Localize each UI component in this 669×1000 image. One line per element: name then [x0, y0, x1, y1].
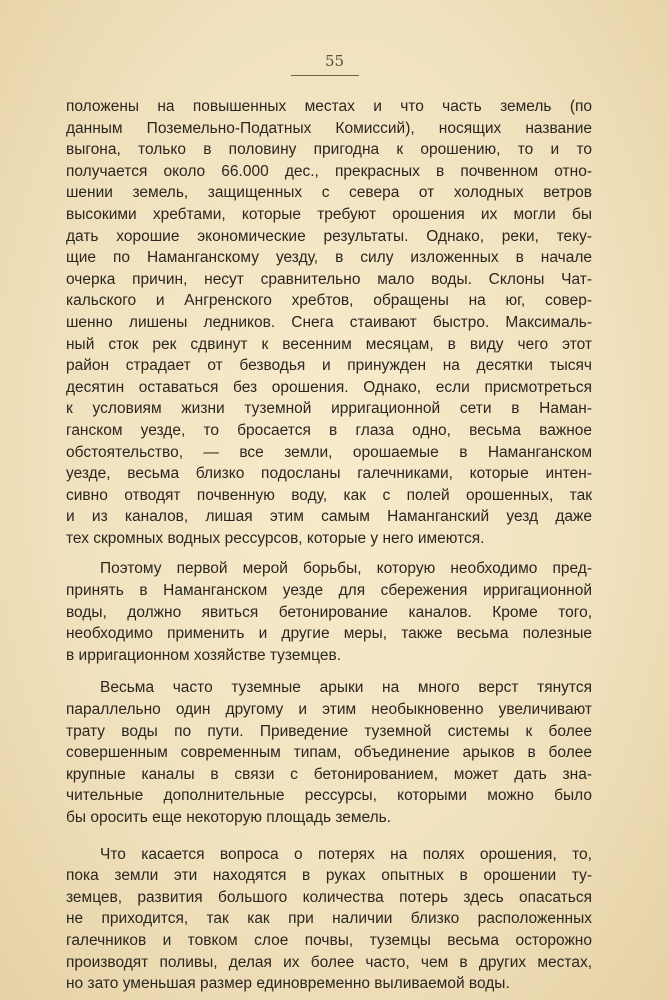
- text-line: крупные каналы в связи с бетонированием, может дать зна-: [66, 765, 592, 783]
- text-line: положены на повышенных местах и что часть земель (по: [66, 98, 592, 115]
- page-body: [66, 96, 592, 995]
- text-line: необходимо применить и другие меры, также весьма полезные: [66, 625, 592, 643]
- page-number-rule: [291, 75, 359, 76]
- text-line: не приходится, так как при наличии близко расположенных: [66, 910, 592, 928]
- text-line: к условиям жизни туземной ирригационной сети в Наман-: [66, 400, 592, 418]
- text-line: но зато уменьшая размер единовременно выливаемой воды.: [66, 975, 510, 993]
- text-line: получается около 66.000 дес., прекрасных в почвенном отно-: [66, 162, 592, 180]
- text-line: пока земли эти находятся в руках опытных в орошении ту-: [66, 867, 592, 885]
- text-line: галечников и товком слое почвы, туземцы весьма осторожно: [66, 931, 592, 949]
- text-line: Весьма часто туземные арыки на много верст тянутся: [100, 679, 592, 697]
- text-line: обстоятельство, — все земли, орошаемые в Наманганском: [66, 443, 592, 461]
- text-line: десятин оставаться без орошения. Однако, если присмотреться: [66, 378, 592, 396]
- text-line: уезде, весьма близко подосланы галечниками, которые интен-: [66, 465, 592, 483]
- text-line: высокими хребтами, которые требуют орошения их могли бы: [66, 205, 592, 223]
- text-line: шении земель, защищенных с севера от холодных ветров: [66, 184, 592, 202]
- text-line: производят поливы, делая их более часто, чем в других местах,: [66, 953, 592, 971]
- paragraph-3: [66, 677, 592, 828]
- page-number: 55: [324, 52, 345, 70]
- text-line: Поэтому первой мерой борьбы, которую необходимо пред-: [100, 560, 592, 578]
- text-line: чительные дополнительные рессурсы, которыми можно было: [66, 787, 592, 805]
- text-line: совершенным современным типам, объединение арыков в более: [66, 744, 592, 762]
- text-line: щие по Наманганскому уезду, в силу изложенных в начале: [66, 249, 592, 267]
- text-line: район страдает от безводья и принужден на десятки тысяч: [66, 357, 592, 375]
- text-line: в ирригационном хозяйстве туземцев.: [66, 646, 342, 664]
- text-line: сивно отводят почвенную воду, как с полей орошенных, так: [66, 486, 592, 504]
- text-line: бы оросить еще некоторую площадь земель.: [66, 809, 392, 826]
- paragraph-1: [66, 96, 592, 549]
- text-line: очерка причин, несут сравнительно мало воды. Склоны Чат-: [66, 270, 592, 288]
- text-line: выгона, только в половину пригодна к орошению, то и то: [66, 141, 592, 159]
- text-line: кальского и Ангренского хребтов, обращены на юг, совер-: [66, 292, 592, 310]
- text-line: и из каналов, лишая этим самым Наманганский уезд даже: [66, 508, 592, 526]
- text-line: тех скромных водных рессурсов, которые у него имеются.: [66, 529, 485, 547]
- paragraph-2: [66, 558, 592, 666]
- text-line: ный сток рек сдвинут к весенним месяцам, в виду чего этот: [66, 335, 592, 353]
- text-line: шенно лишены ледников. Снега стаивают быстро. Максималь-: [66, 313, 592, 331]
- text-line: земцев, развития большого количества потерь здесь опасаться: [66, 888, 592, 906]
- text-line: воды, должно явиться бетонирование каналов. Кроме того,: [66, 603, 592, 621]
- text-line: принять в Наманганском уезде для сбережения ирригационной: [66, 582, 592, 600]
- text-line: трату воды по пути. Приведение туземной системы к более: [66, 722, 592, 740]
- text-line: данным Поземельно-Податных Комиссий), носящих название: [66, 119, 592, 137]
- paragraph-4: [66, 844, 592, 995]
- text-line: дать хорошие экономические результаты. Однако, реки, теку-: [66, 227, 592, 245]
- text-line: ганском уезде, то бросается в глаза одно, весьма важное: [66, 421, 592, 439]
- text-line: Что касается вопроса о потерях на полях орошения, то,: [100, 845, 592, 863]
- text-line: параллельно один другому и этим необыкновенно увеличивают: [66, 701, 592, 719]
